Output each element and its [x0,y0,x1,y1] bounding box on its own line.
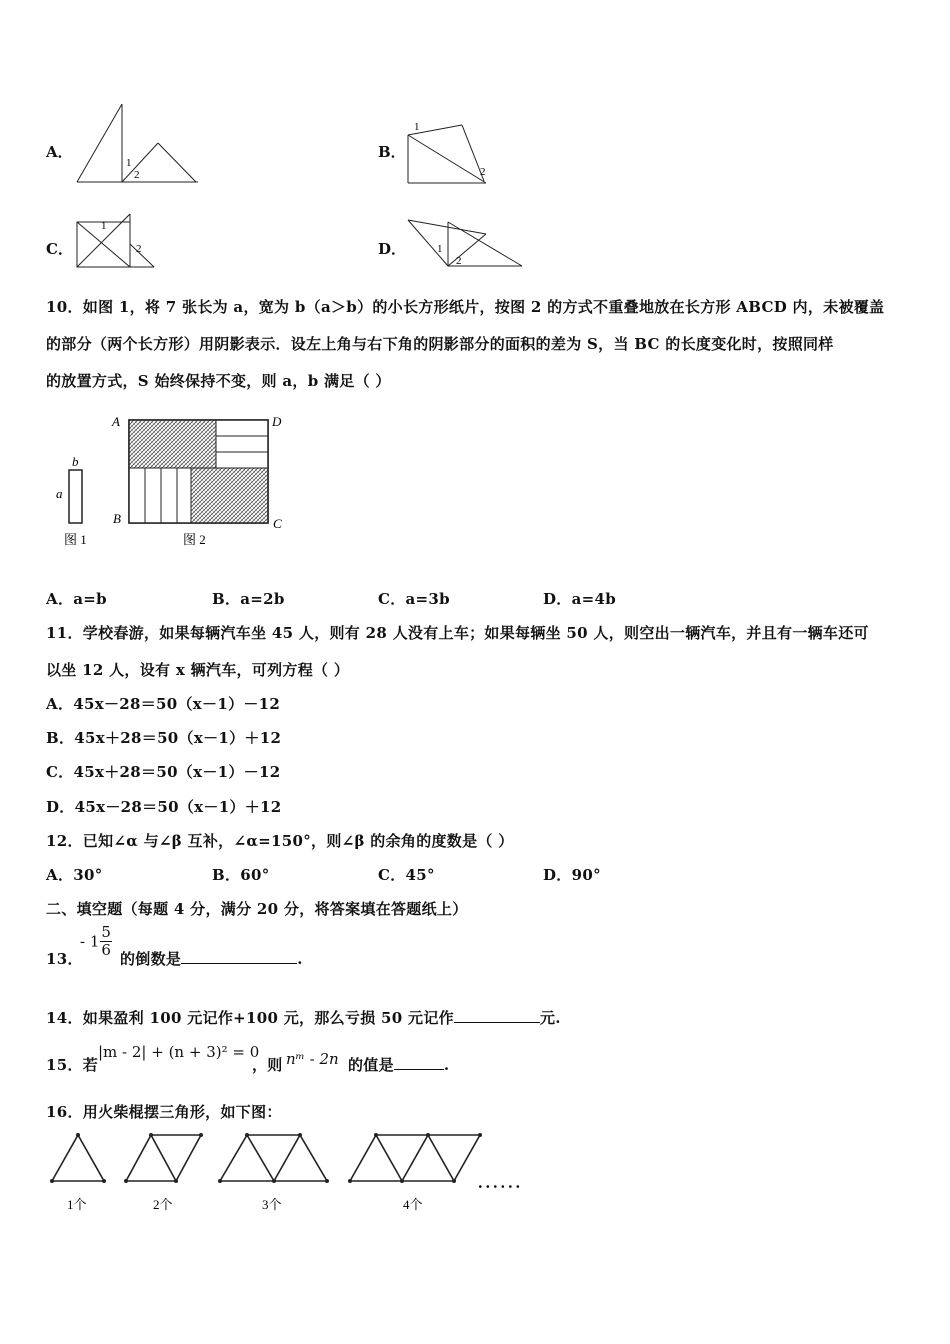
q16-label-2: 2个 [153,1197,173,1212]
q13-number: 13． [46,950,83,968]
fig1-label-a: a [56,486,63,501]
q10-line2: 的部分（两个长方形）用阴影表示．设左上角与右下角的阴影部分的面积的差为 S，当 BC 的长度变化时，按照同样 [46,335,834,353]
fig2-corner-d: D [272,414,282,429]
q15-text: 的值是 . [348,1056,450,1074]
q9a-angle2: 2 [134,169,140,181]
q11-option-a: A．45x－28＝50（x－1）－12 [46,695,281,713]
q10-option-c: C．a=3b [378,590,450,608]
fig2-shade-top-left [129,420,216,468]
q14-text: 14．如果盈利 100 元记作+100 元，那么亏损 50 元记作 元. [46,1009,561,1027]
triangle-group-1 [52,1135,104,1181]
q15-number: 15．若 [46,1056,99,1074]
q9-option-d-figure [400,212,530,272]
fig2-corner-b: B [113,511,121,526]
q9b-angle2: 2 [480,166,486,178]
q13-whole: - 1 [80,932,100,951]
q16-label-1: 1个 [67,1197,87,1212]
q15-answer-blank[interactable] [394,1055,444,1070]
q12-line1: 12．已知∠α 与∠β 互补，∠α=150°，则∠β 的余角的度数是（ ） [46,832,514,850]
q13-text: 的倒数是 . [120,950,303,968]
q11-option-d: D．45x－28＝50（x－1）＋12 [46,798,282,816]
q12-option-a: A．30° [46,866,103,884]
q14-answer-blank[interactable] [454,1008,540,1023]
q10-line1: 10．如图 1，将 7 张长为 a，宽为 b（a＞b）的小长方形纸片，按图 2 的方式不重叠地放在长方形 ABCD 内，未被覆盖 [46,298,885,316]
fig2-corner-a: A [112,414,120,429]
q9-option-c-label: C． [46,240,73,258]
q10-option-a: A．a=b [46,590,107,608]
fig1-rectangle [69,470,82,523]
fig2-caption: 图 2 [183,532,206,547]
q11-option-c: C．45x＋28＝50（x－1）－12 [46,763,281,781]
q12-option-d: D．90° [543,866,601,884]
q15-expression2: nᵐ - 2n [286,1050,339,1068]
q9-option-d-label: D． [378,240,407,258]
fig2-corner-c: C [273,516,282,531]
q9-option-b-figure [400,115,495,187]
q11-line1: 11．学校春游，如果每辆汽车坐 45 人，则有 28 人没有上车；如果每辆坐 50 人，则空出一辆汽车，并且有一辆车还可 [46,624,869,642]
q10-option-b: B．a=2b [212,590,285,608]
section2-title: 二、填空题（每题 4 分，满分 20 分，将答案填在答题纸上） [46,900,468,918]
q16-triangles-figure [40,1125,600,1220]
q16-dots: ．．．．．． [478,1175,531,1191]
fig1-label-b: b [72,454,79,469]
triangle-group-3 [220,1135,327,1181]
q13-answer-blank[interactable] [181,949,297,964]
q9-option-c-figure [70,208,160,272]
q13-numerator: 5 [101,923,111,941]
q16-text: 16．用火柴棍摆三角形，如下图： [46,1103,282,1121]
q16-label-3: 3个 [262,1197,282,1212]
q9-option-a-label: A． [46,143,73,161]
q9c-angle1: 1 [101,220,107,232]
q12-option-c: C．45° [378,866,435,884]
q15-expression: |m - 2| + (n + 3)² = 0 [98,1043,260,1061]
fig1-caption: 图 1 [64,532,87,547]
q13-denominator: 6 [101,941,111,959]
q9c-angle2: 2 [136,243,142,255]
q9-option-b-label: B． [378,143,406,161]
q9d-angle2: 2 [456,255,462,267]
q9d-angle1: 1 [437,243,443,255]
q11-option-b: B．45x＋28＝50（x－1）＋12 [46,729,282,747]
q15-mid: ，则 [252,1056,283,1074]
q10-figures [50,408,300,550]
q16-label-4: 4个 [403,1197,423,1212]
fig2-shade-bottom-right [191,468,268,523]
q9-option-a-figure [70,98,205,188]
q10-option-d: D．a=4b [543,590,617,608]
q11-line2: 以坐 12 人，设有 x 辆汽车，可列方程（ ） [46,661,350,679]
q9b-angle1: 1 [414,121,420,133]
q10-line3: 的放置方式，S 始终保持不变，则 a，b 满足（ ） [46,372,391,390]
q12-option-b: B．60° [212,866,270,884]
q9a-angle1: 1 [126,157,132,169]
q13-mixed-number [80,924,112,959]
